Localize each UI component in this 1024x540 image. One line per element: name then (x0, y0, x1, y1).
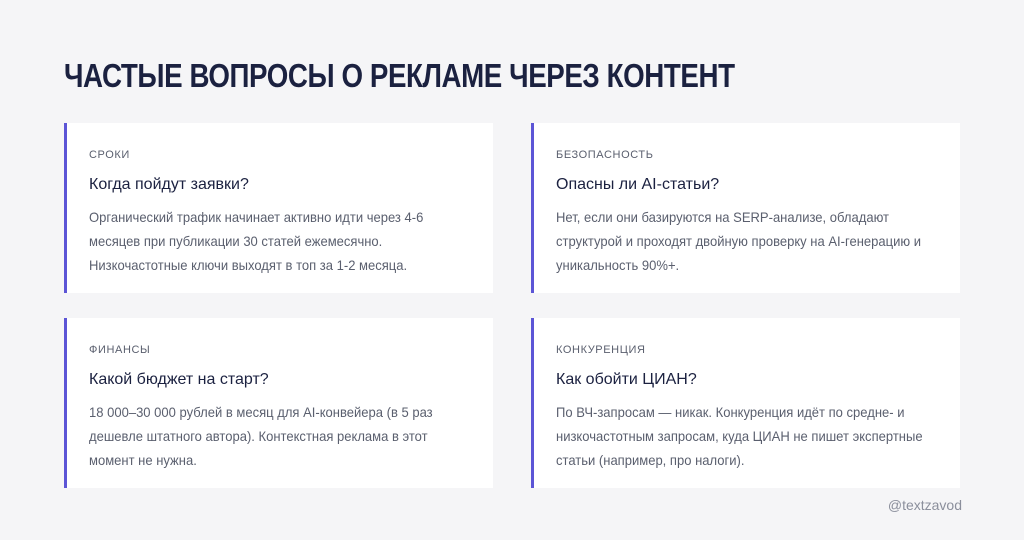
card-category: ФИНАНСЫ (89, 344, 151, 356)
card-category: БЕЗОПАСНОСТЬ (556, 149, 654, 161)
card-category: КОНКУРЕНЦИЯ (556, 344, 646, 356)
card-answer: Органический трафик начинает активно идти через 4-6 месяцев при публикации 30 статей ежемесячно. Низкочастотные ключи выходят в топ за 1-2 месяца. (89, 209, 424, 273)
card-question: Когда пойдут заявки? (89, 176, 249, 193)
faq-card-timing (64, 123, 493, 293)
card-answer: Нет, если они базируются на SERP-анализе, обладают структурой и проходят двойную проверку на AI-генерацию и уникальность 90%+. (556, 209, 922, 273)
card-question: Какой бюджет на старт? (89, 371, 269, 388)
author-handle: @textzavod (887, 497, 962, 513)
faq-card-finance (64, 318, 493, 488)
card-answer: По ВЧ-запросам — никак. Конкуренция идёт по средне- и низкочастотным запросам, куда ЦИАН не пишет экспертные статьи (например, про налоги). (556, 404, 923, 468)
card-category: СРОКИ (89, 149, 130, 161)
faq-card-competition (531, 318, 960, 488)
page-title: ЧАСТЫЕ ВОПРОСЫ О РЕКЛАМЕ ЧЕРЕЗ КОНТЕНТ (64, 57, 735, 94)
card-question: Как обойти ЦИАН? (556, 371, 697, 388)
faq-card-safety (531, 123, 960, 293)
card-question: Опасны ли AI-статьи? (556, 176, 720, 193)
card-answer: 18 000–30 000 рублей в месяц для AI-конвейера (в 5 раз дешевле штатного автора). Контекстная реклама в этот момент не нужна. (89, 404, 433, 468)
